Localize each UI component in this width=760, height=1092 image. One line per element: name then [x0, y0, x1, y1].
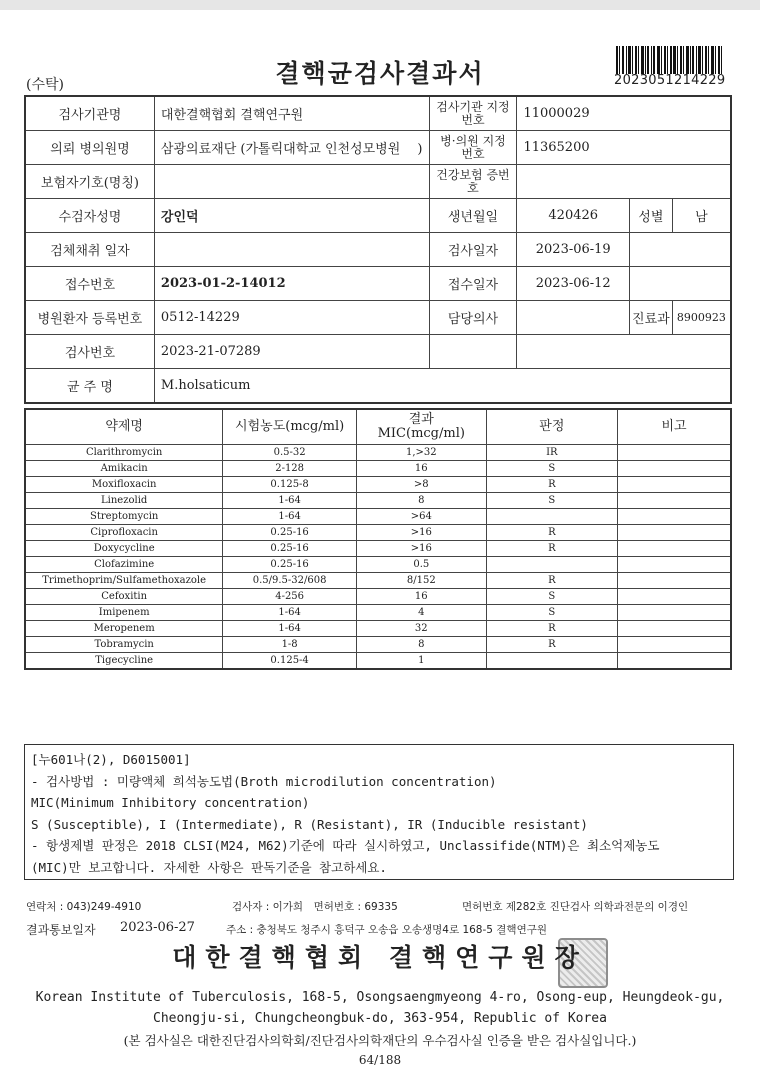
- empty-cell: [517, 335, 731, 369]
- notes-line: - 검사방법 : 미량액체 희석농도법(Broth microdilution concentration): [31, 773, 497, 789]
- empty-cell: [630, 267, 731, 301]
- institute-director: 대한결핵협회 결핵연구원장: [172, 943, 588, 972]
- receipt-date-value: 2023-06-12: [517, 267, 630, 301]
- cell-mic: 1: [356, 653, 486, 670]
- department-label: 진료과: [630, 301, 673, 335]
- cell-remark: [618, 477, 731, 493]
- receipt-number-value: 2023-01-2-14012: [154, 267, 429, 301]
- cell-remark: [618, 541, 731, 557]
- cell-judge: S: [486, 589, 617, 605]
- cell-drug: Meropenem: [25, 621, 223, 637]
- cell-remark: [618, 525, 731, 541]
- cell-judge: S: [486, 461, 617, 477]
- strain-value: M.holsaticum: [154, 369, 731, 404]
- notes-line: [누601나(2), D6015001]: [31, 752, 191, 767]
- table-row: [25, 477, 731, 493]
- cell-drug: Tigecycline: [25, 653, 223, 670]
- concentration-header: 시험농도(mcg/ml): [223, 409, 357, 445]
- cell-mic: 16: [356, 461, 486, 477]
- consignment-tag: (수탁): [26, 77, 64, 93]
- cell-conc: 1-8: [223, 637, 357, 653]
- cell-drug: Amikacin: [25, 461, 223, 477]
- cell-conc: 2-128: [223, 461, 357, 477]
- patient-name-label: 수검자성명: [25, 199, 154, 233]
- page-number: 64/188: [358, 1053, 402, 1067]
- cell-conc: 1-64: [223, 509, 357, 525]
- cell-conc: 1-64: [223, 493, 357, 509]
- table-row: [25, 605, 731, 621]
- cell-mic: 8: [356, 493, 486, 509]
- cell-mic: >16: [356, 541, 486, 557]
- english-address-line1: Korean Institute of Tuberculosis, 168-5, Osongsaengmyeong 4-ro, Osong-eup, Heungdeok-gu,: [35, 990, 725, 1005]
- notes-line: (MIC)만 보고합니다. 자세한 사항은 판독기준을 참고하세요.: [31, 859, 387, 875]
- table-row: [25, 557, 731, 573]
- cell-mic: 8: [356, 637, 486, 653]
- sample-date-label: 검체채취 일자: [25, 233, 154, 267]
- drug-susceptibility-table: [24, 408, 732, 670]
- cell-drug: Clofazimine: [25, 557, 223, 573]
- cell-conc: 0.5-32: [223, 445, 357, 461]
- table-row: [25, 621, 731, 637]
- result-header: [356, 409, 486, 445]
- cell-conc: 1-64: [223, 621, 357, 637]
- cell-remark: [618, 589, 731, 605]
- table-row: [25, 573, 731, 589]
- agency-id-value: 11000029: [517, 96, 731, 131]
- cell-drug: Clarithromycin: [25, 445, 223, 461]
- cell-remark: [618, 461, 731, 477]
- cell-judge: R: [486, 541, 617, 557]
- test-date-value: 2023-06-19: [517, 233, 630, 267]
- table-row: [25, 637, 731, 653]
- cell-drug: Streptomycin: [25, 509, 223, 525]
- notes-line: - 항생제별 판정은 2018 CLSI(M24, M62)기준에 따라 실시하였고, Unclassifide(NTM)은 최소억제농도: [31, 838, 660, 853]
- certification-note: (본 검사실은 대한진단검사의학회/진단검사의학재단의 우수검사실 인증을 받은 검사실입니다.): [123, 1033, 637, 1048]
- cell-judge: R: [486, 525, 617, 541]
- drug-header: 약제명: [25, 409, 223, 445]
- cell-mic: 4: [356, 605, 486, 621]
- cell-judge: S: [486, 493, 617, 509]
- cell-mic: 16: [356, 589, 486, 605]
- empty-cell: [630, 233, 731, 267]
- cell-drug: Imipenem: [25, 605, 223, 621]
- birth-date-value: 420426: [517, 199, 630, 233]
- table-row: [25, 653, 731, 670]
- table-row: [25, 541, 731, 557]
- sample-date-value: [154, 233, 429, 267]
- cell-remark: [618, 637, 731, 653]
- cell-remark: [618, 653, 731, 670]
- cell-drug: Trimethoprim/Sulfamethoxazole: [25, 573, 223, 589]
- cell-judge: R: [486, 637, 617, 653]
- agency-id-label: 검사기관 지정번호: [429, 96, 517, 131]
- notes-line: S (Susceptible), I (Intermediate), R (Resistant), IR (Inducible resistant): [31, 816, 588, 832]
- cell-judge: [486, 557, 617, 573]
- cell-remark: [618, 445, 731, 461]
- receipt-date-label: 접수일자: [429, 267, 517, 301]
- hospital-id-label: 병·의원 지정번호: [429, 131, 517, 165]
- table-row: [25, 589, 731, 605]
- department-value: 8900923: [672, 301, 731, 335]
- cell-remark: [618, 621, 731, 637]
- cell-drug: Cefoxitin: [25, 589, 223, 605]
- cell-mic: 0.5: [356, 557, 486, 573]
- judgement-header: 판정: [486, 409, 617, 445]
- report-date-label: 결과통보일자: [26, 923, 96, 937]
- sex-label: 성별: [630, 199, 673, 233]
- cell-judge: R: [486, 477, 617, 493]
- cell-conc: 0.125-8: [223, 477, 357, 493]
- empty-cell: [429, 335, 517, 369]
- cell-drug: Doxycycline: [25, 541, 223, 557]
- patient-name-value: 강인덕: [154, 199, 429, 233]
- insured-label: 보험자기호(명칭): [25, 165, 154, 199]
- result-header-bottom: MIC(mcg/ml): [377, 426, 465, 441]
- hospital-reg-label: 병원환자 등록번호: [25, 301, 154, 335]
- agency-value: 대한결핵협회 결핵연구원: [154, 96, 429, 131]
- result-header-top: 결과: [408, 412, 434, 427]
- doctor-value: [517, 301, 630, 335]
- report-date-value: 2023-06-27: [120, 920, 195, 935]
- cell-remark: [618, 573, 731, 589]
- table-row: [25, 445, 731, 461]
- strain-label: 균 주 명: [25, 369, 154, 404]
- table-row: [25, 509, 731, 525]
- notes-box: [24, 744, 734, 880]
- table-row: [25, 461, 731, 477]
- cell-judge: R: [486, 573, 617, 589]
- contact-phone: 연락처 : 043)249-4910: [26, 901, 142, 913]
- english-address-line2: Cheongju-si, Chungcheongbuk-do, 363-954, Republic of Korea: [153, 1011, 607, 1026]
- hospital-value: 삼광의료재단 (가톨릭대학교 인천성모병원 ): [154, 131, 429, 165]
- cell-judge: IR: [486, 445, 617, 461]
- notes-line: MIC(Minimum Inhibitory concentration): [31, 795, 310, 810]
- specialist-info: 면허번호 제282호 진단검사 의학과전문의 이경인: [462, 901, 689, 913]
- cell-judge: [486, 509, 617, 525]
- health-insurance-value: [517, 165, 731, 199]
- cell-remark: [618, 509, 731, 525]
- barcode-number: 2023051214229: [614, 73, 726, 88]
- cell-conc: 0.25-16: [223, 541, 357, 557]
- cell-conc: 4-256: [223, 589, 357, 605]
- cell-judge: R: [486, 621, 617, 637]
- health-insurance-label: 건강보험 증번호: [429, 165, 517, 199]
- barcode-graphic: [616, 46, 722, 74]
- cell-judge: [486, 653, 617, 670]
- cell-mic: >16: [356, 525, 486, 541]
- cell-mic: >8: [356, 477, 486, 493]
- cell-remark: [618, 493, 731, 509]
- cell-mic: 8/152: [356, 573, 486, 589]
- agency-label: 검사기관명: [25, 96, 154, 131]
- cell-mic: 32: [356, 621, 486, 637]
- cell-judge: S: [486, 605, 617, 621]
- cell-remark: [618, 605, 731, 621]
- hospital-label: 의뢰 병의원명: [25, 131, 154, 165]
- table-row: [25, 493, 731, 509]
- cell-remark: [618, 557, 731, 573]
- receipt-number-label: 접수번호: [25, 267, 154, 301]
- cell-drug: Ciprofloxacin: [25, 525, 223, 541]
- cell-conc: 0.125-4: [223, 653, 357, 670]
- cell-drug: Tobramycin: [25, 637, 223, 653]
- test-number-label: 검사번호: [25, 335, 154, 369]
- cell-conc: 0.25-16: [223, 557, 357, 573]
- sex-value: 남: [672, 199, 731, 233]
- birth-date-label: 생년월일: [429, 199, 517, 233]
- table-row: [25, 525, 731, 541]
- cell-conc: 0.25-16: [223, 525, 357, 541]
- address: 주소 : 충청북도 청주시 흥덕구 오송읍 오송생명4로 168-5 결핵연구원: [226, 924, 548, 936]
- insured-value: [154, 165, 429, 199]
- test-number-value: 2023-21-07289: [154, 335, 429, 369]
- cell-mic: 1,>32: [356, 445, 486, 461]
- cell-drug: Linezolid: [25, 493, 223, 509]
- cell-conc: 0.5/9.5-32/608: [223, 573, 357, 589]
- cell-drug: Moxifloxacin: [25, 477, 223, 493]
- doctor-label: 담당의사: [429, 301, 517, 335]
- patient-info-table: [24, 95, 732, 404]
- hospital-reg-value: 0512-14229: [154, 301, 429, 335]
- document-title: 결핵균검사결과서: [275, 59, 485, 88]
- cell-mic: >64: [356, 509, 486, 525]
- examiner-info: 검사자 : 이가희 면허번호 : 69335: [232, 901, 398, 913]
- test-date-label: 검사일자: [429, 233, 517, 267]
- remark-header: 비고: [618, 409, 731, 445]
- hospital-id-value: 11365200: [517, 131, 731, 165]
- cell-conc: 1-64: [223, 605, 357, 621]
- top-band: [0, 0, 760, 10]
